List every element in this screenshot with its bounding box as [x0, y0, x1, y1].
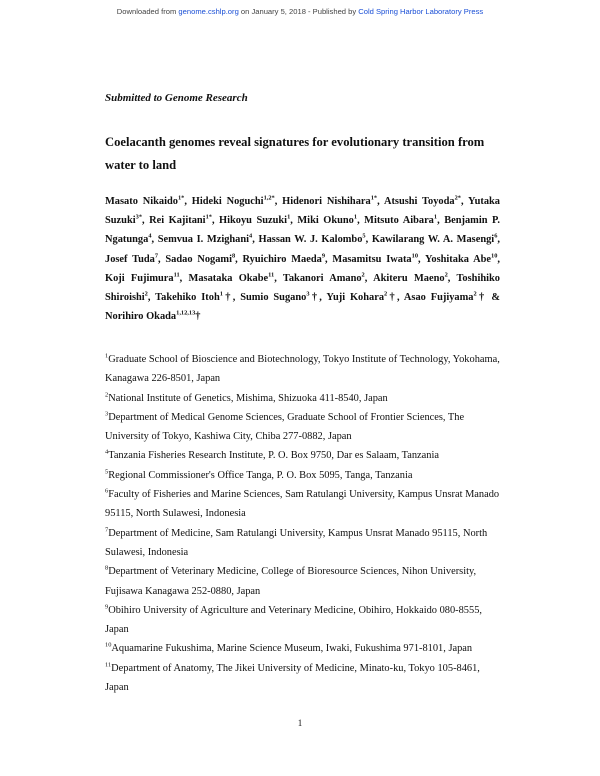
author-affiliation-marker: 4	[148, 232, 152, 240]
affiliation	[105, 659, 500, 698]
author-separator: ,	[364, 272, 374, 284]
author	[297, 215, 364, 226]
author-affiliation-marker: 3	[306, 290, 310, 298]
author-name: Hidenori Nishihara	[282, 196, 371, 207]
author-affiliation-marker: 1*	[370, 194, 378, 202]
publisher-link[interactable]: Cold Spring Harbor Laboratory Press	[358, 7, 484, 16]
author-name: Miki Okuno	[297, 215, 354, 227]
author-name: Toshihiko Shiroishi	[105, 272, 500, 304]
author	[105, 196, 192, 207]
author-separator: ,	[437, 215, 445, 227]
banner-middle: on January 5, 2018 - Published by	[238, 7, 359, 16]
author-name: Masataka Okabe	[188, 272, 269, 284]
affiliation-text: National Institute of Genetics, Mishima, Shizuoka 411-8540, Japan	[108, 392, 388, 404]
author-affiliation-marker: 1*	[177, 194, 185, 202]
author-name: Rei Kajitani	[149, 215, 206, 227]
affiliation-text: Graduate School of Bioscience and Biotechnology, Tokyo Institute of Technology, Yokohama, Kanagawa 226-8501, Japan	[105, 354, 500, 385]
affiliation	[105, 466, 500, 485]
author-affiliation-marker: 5	[362, 232, 366, 240]
author-affiliation-marker: 2	[444, 271, 448, 279]
author-separator: ,	[158, 253, 166, 265]
author-affiliation-marker: 1,12,13	[176, 309, 196, 317]
author	[332, 254, 425, 265]
author-affiliation-marker: 8	[231, 252, 236, 260]
author-separator: ,	[418, 253, 426, 265]
author-separator: †,	[309, 292, 327, 304]
author	[326, 292, 404, 303]
author-affiliation-marker: 11	[268, 271, 275, 279]
author-name: Hideki Noguchi	[191, 196, 264, 207]
affiliation-number: 8	[105, 564, 109, 572]
author-affiliation-marker: 10	[411, 252, 419, 260]
author	[105, 254, 165, 265]
affiliation-number: 3	[105, 410, 109, 418]
affiliation-text: Department of Medical Genome Sciences, Graduate School of Frontier Sciences, The University of Tokyo, Kashiwa City, Chiba 277-0882, Japan	[105, 411, 465, 443]
author-affiliation-marker: 1	[433, 213, 438, 221]
author	[189, 273, 283, 284]
affiliation	[105, 446, 500, 465]
author-name: Ryuichiro Maeda	[242, 253, 322, 265]
author	[282, 196, 384, 207]
affiliation	[105, 601, 500, 640]
affiliation	[105, 639, 500, 658]
title-line-2: water to land	[105, 158, 177, 172]
author-separator: ,	[365, 234, 372, 246]
page-number: 1	[297, 718, 303, 728]
download-banner	[0, 7, 600, 16]
author-name: Hassan W. J. Kalombo	[258, 234, 363, 246]
author-affiliation-marker: 3*	[135, 213, 143, 221]
author-name: Mitsuto Aibara	[364, 215, 434, 227]
author-name: Semvua I. Mzighani	[157, 234, 250, 246]
author-affiliation-marker: 7	[154, 252, 159, 260]
author-separator: ,	[461, 196, 469, 207]
author-separator: †,	[387, 292, 404, 304]
banner-prefix: Downloaded from	[116, 7, 179, 16]
author-name: Takehiko Itoh	[155, 292, 220, 304]
author-separator: ,	[447, 272, 457, 284]
author-affiliation-marker: 10	[491, 252, 498, 260]
author	[259, 234, 372, 245]
author-name: Benjamin P. Ngatunga	[105, 215, 500, 246]
author	[105, 311, 201, 322]
author-affiliation-marker: 2	[384, 290, 388, 298]
author-name: Yuji Kohara	[326, 292, 385, 304]
author-name: Josef Tuda	[105, 253, 155, 265]
author-affiliation-marker: 1	[287, 213, 291, 221]
affiliation	[105, 350, 500, 389]
affiliation-number: 5	[105, 468, 109, 476]
author-name: Masamitsu Iwata	[332, 253, 412, 265]
affiliation	[105, 408, 500, 447]
author-affiliation-marker: 4	[249, 232, 253, 240]
author-affiliation-marker: 6	[494, 232, 498, 240]
author-affiliation-marker: 2	[361, 271, 365, 279]
author-name: Yoshitaka Abe	[425, 253, 492, 265]
author	[372, 234, 500, 245]
author-separator: ,	[142, 215, 150, 227]
author-separator: ,	[211, 215, 220, 227]
author	[219, 215, 297, 226]
author-separator: ,	[179, 272, 189, 284]
author	[192, 196, 282, 207]
author-name: Atsushi Toyoda	[383, 196, 455, 207]
affiliation-text: Obihiro University of Agriculture and Veterinary Medicine, Obihiro, Hokkaido 080-8555, Japan	[105, 604, 482, 636]
author-separator: †	[195, 311, 201, 323]
author	[373, 273, 456, 284]
author-separator: ,	[325, 253, 333, 265]
author-name: Sadao Nogami	[165, 253, 232, 265]
author-separator: ,	[290, 215, 298, 227]
author-name: Asao Fujiyama	[403, 292, 474, 304]
author-name: Koji Fujimura	[105, 272, 174, 284]
affiliation-text: Regional Commissioner's Office Tanga, P. O. Box 5095, Tanga, Tanzania	[108, 469, 413, 481]
title-line-1: Coelacanth genomes reveal signatures for evolutionary transition from	[105, 135, 485, 149]
author-separator: ,	[147, 292, 156, 304]
author-separator: ,	[357, 215, 365, 227]
author	[243, 254, 333, 265]
author	[384, 196, 468, 207]
affiliation	[105, 524, 500, 563]
author-separator: ,	[274, 196, 283, 207]
author-name: Kawilarang W. A. Masengi	[371, 234, 495, 246]
affiliation	[105, 562, 500, 601]
affiliation-text: Tanzania Fisheries Research Institute, P. O. Box 9750, Dar es Salaam, Tanzania	[108, 450, 439, 462]
author	[158, 234, 259, 245]
affiliation-text: Department of Medicine, Sam Ratulangi University, Kampus Unsrat Manado 95115, North Sulawesi, Indonesia	[105, 527, 488, 558]
author-separator: † &	[476, 292, 500, 304]
author-affiliation-marker: 1,2*	[263, 194, 275, 202]
author-name: Takanori Amano	[282, 272, 362, 284]
author-name: Akiteru Maeno	[373, 272, 445, 284]
author	[240, 292, 326, 303]
affiliation-number: 10	[105, 641, 112, 649]
author-separator: ,	[252, 234, 259, 246]
paper-title	[105, 131, 500, 177]
author-name: Sumio Sugano	[240, 292, 307, 304]
affiliation-text: Department of Veterinary Medicine, College of Bioresource Sciences, Nihon University, Fujisawa Kanagawa 252-0880, Japan	[105, 566, 477, 597]
affiliation-number: 9	[105, 603, 109, 611]
author-affiliation-marker: 2*	[454, 194, 461, 202]
affiliation-number: 7	[105, 526, 109, 534]
affiliation	[105, 389, 500, 408]
author	[283, 273, 373, 284]
affiliation	[105, 485, 500, 524]
author-separator: ,	[377, 196, 384, 207]
author-separator: ,	[497, 234, 501, 246]
author-affiliation-marker: 11	[173, 271, 180, 279]
author-affiliation-marker: 2	[473, 290, 477, 298]
author-name: Norihiro Okada	[105, 311, 177, 323]
author-affiliation-marker: 1	[353, 213, 358, 221]
affiliation-number: 1	[105, 352, 109, 360]
site-link[interactable]: genome.cshlp.org	[178, 7, 239, 16]
affiliation-number: 11	[105, 661, 112, 669]
author-separator: ,	[151, 234, 158, 246]
affiliation-number: 6	[105, 487, 109, 495]
author-affiliation-marker: 1	[219, 290, 223, 298]
author	[425, 254, 500, 265]
author	[105, 273, 189, 284]
author	[149, 215, 219, 226]
author	[165, 254, 242, 265]
author-affiliation-marker: 2	[144, 290, 148, 298]
submission-note: Submitted to Genome Research	[105, 92, 248, 104]
author-separator: ,	[274, 272, 283, 284]
author-separator: †,	[222, 292, 241, 304]
affiliation-number: 2	[105, 391, 109, 399]
author-separator: ,	[497, 253, 501, 265]
author-name: Hikoyu Suzuki	[219, 215, 288, 227]
author-affiliation-marker: 1*	[205, 213, 212, 221]
author-separator: ,	[235, 253, 243, 265]
author-name: Yutaka Suzuki	[105, 196, 500, 227]
affiliation-text: Department of Anatomy, The Jikei University of Medicine, Minato-ku, Tokyo 105-8461, Japan	[105, 662, 480, 694]
author-separator: ,	[184, 196, 192, 207]
author	[155, 292, 240, 303]
author-name: Masato Nikaido	[105, 196, 178, 207]
affiliation-text: Faculty of Fisheries and Marine Sciences, Sam Ratulangi University, Kampus Unsrat Manado 95115, North Sulawesi, Indonesia	[105, 489, 500, 520]
affiliation-text: Aquamarine Fukushima, Marine Science Museum, Iwaki, Fukushima 971-8101, Japan	[111, 643, 473, 655]
author	[364, 215, 444, 226]
affiliation-number: 4	[105, 449, 109, 457]
author-affiliation-marker: 9	[321, 252, 326, 260]
author	[404, 292, 500, 303]
author-list	[105, 192, 500, 326]
affiliation-list	[105, 350, 500, 697]
